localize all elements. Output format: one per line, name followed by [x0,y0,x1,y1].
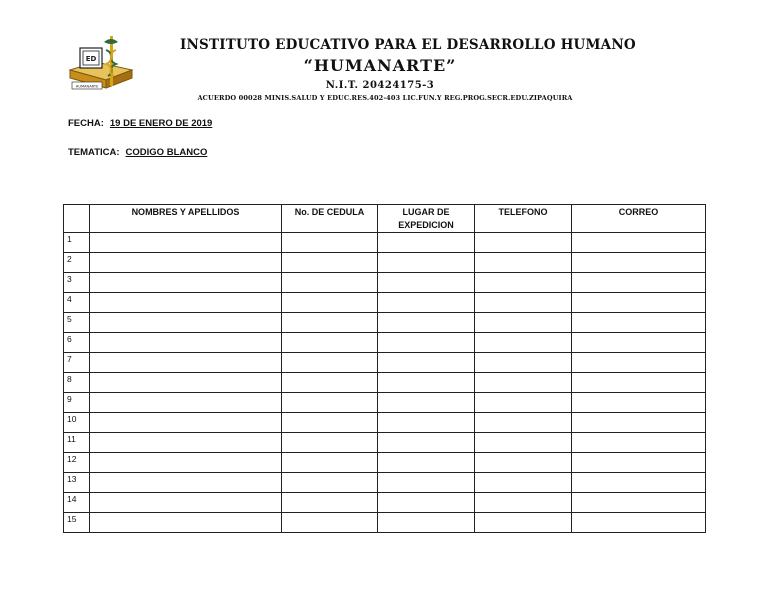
row-number: 6 [64,333,90,353]
id-number-cell[interactable] [282,253,378,273]
table-row [64,413,706,433]
email-cell[interactable] [572,513,706,533]
id-number-cell[interactable] [282,373,378,393]
table-row [64,233,706,253]
email-cell[interactable] [572,353,706,373]
row-number: 8 [64,373,90,393]
email-cell[interactable] [572,233,706,253]
place-cell[interactable] [378,353,475,373]
table-row [64,333,706,353]
phone-cell[interactable] [475,313,572,333]
row-number: 9 [64,393,90,413]
place-cell[interactable] [378,313,475,333]
row-number: 12 [64,453,90,473]
id-number-cell[interactable] [282,273,378,293]
row-number: 4 [64,293,90,313]
row-number: 14 [64,493,90,513]
logo-letters: ED [85,55,97,63]
table-row [64,513,706,533]
phone-cell[interactable] [475,453,572,473]
place-cell[interactable] [378,233,475,253]
email-cell[interactable] [572,393,706,413]
table-row [64,493,706,513]
row-number: 3 [64,273,90,293]
table-header-row [64,205,706,233]
names-cell[interactable] [90,453,282,473]
id-number-cell[interactable] [282,473,378,493]
phone-cell[interactable] [475,253,572,273]
id-number-cell[interactable] [282,393,378,413]
row-number: 2 [64,253,90,273]
place-cell[interactable] [378,413,475,433]
date-label: FECHA: [68,118,104,129]
email-cell[interactable] [572,373,706,393]
email-cell[interactable] [572,313,706,333]
column-header-email: CORREO [572,205,706,233]
date-value: 19 DE ENERO DE 2019 [109,118,213,129]
institution-name: “HUMANARTE” [303,56,457,75]
names-cell[interactable] [90,473,282,493]
id-number-cell[interactable] [282,433,378,453]
id-number-cell[interactable] [282,333,378,353]
column-header-place: LUGAR DE EXPEDICION [378,205,475,233]
id-number-cell[interactable] [282,453,378,473]
table-body [64,233,706,533]
id-number-cell[interactable] [282,313,378,333]
institution-title: INSTITUTO EDUCATIVO PARA EL DESARROLLO HUMANO [180,37,636,53]
place-cell[interactable] [378,433,475,453]
names-cell[interactable] [90,333,282,353]
id-number-cell[interactable] [282,293,378,313]
names-cell[interactable] [90,433,282,453]
place-cell[interactable] [378,333,475,353]
institution-nit: N.I.T. 20424175-3 [325,80,435,91]
names-cell[interactable] [90,413,282,433]
phone-cell[interactable] [475,513,572,533]
column-header-names: NOMBRES Y APELLIDOS [90,205,282,233]
table-row [64,373,706,393]
place-cell[interactable] [378,493,475,513]
phone-cell[interactable] [475,353,572,373]
table-row [64,253,706,273]
place-cell[interactable] [378,393,475,413]
column-header-number [64,205,90,233]
table-row [64,313,706,333]
table-row [64,473,706,493]
institution-resolution: ACUERDO 00028 MINIS.SALUD Y EDUC.RES.402-403 LIC.FUN.Y REG.PROG.SECR.EDU.ZIPAQUIRA [197,94,573,102]
phone-cell[interactable] [475,233,572,253]
names-cell[interactable] [90,353,282,373]
table-row [64,293,706,313]
phone-cell[interactable] [475,373,572,393]
email-cell[interactable] [572,453,706,473]
table-row [64,453,706,473]
phone-cell[interactable] [475,413,572,433]
place-cell[interactable] [378,473,475,493]
row-number: 15 [64,513,90,533]
names-cell[interactable] [90,313,282,333]
topic-value: CODIGO BLANCO [125,147,208,158]
column-header-id-number: No. DE CEDULA [282,205,378,233]
names-cell[interactable] [90,493,282,513]
row-number: 10 [64,413,90,433]
place-cell[interactable] [378,513,475,533]
row-number: 7 [64,353,90,373]
names-cell[interactable] [90,293,282,313]
row-number: 1 [64,233,90,253]
email-cell[interactable] [572,473,706,493]
row-number: 13 [64,473,90,493]
names-cell[interactable] [90,233,282,253]
attendance-table [63,204,706,533]
table-row [64,273,706,293]
email-cell[interactable] [572,493,706,513]
table-row [64,393,706,413]
phone-cell[interactable] [475,293,572,313]
email-cell[interactable] [572,333,706,353]
topic-field [68,147,207,158]
names-cell[interactable] [90,513,282,533]
email-cell[interactable] [572,293,706,313]
names-cell[interactable] [90,253,282,273]
id-number-cell[interactable] [282,493,378,513]
email-cell[interactable] [572,273,706,293]
phone-cell[interactable] [475,273,572,293]
table-row [64,353,706,373]
phone-cell[interactable] [475,333,572,353]
row-number: 11 [64,433,90,453]
caduceus-book-icon [66,32,136,96]
id-number-cell[interactable] [282,413,378,433]
phone-cell[interactable] [475,493,572,513]
names-cell[interactable] [90,273,282,293]
place-cell[interactable] [378,293,475,313]
phone-cell[interactable] [475,473,572,493]
email-cell[interactable] [572,253,706,273]
topic-label: TEMATICA: [68,147,120,158]
id-number-cell[interactable] [282,513,378,533]
place-cell[interactable] [378,373,475,393]
email-cell[interactable] [572,433,706,453]
id-number-cell[interactable] [282,353,378,373]
place-cell[interactable] [378,253,475,273]
id-number-cell[interactable] [282,233,378,253]
date-field [68,118,212,129]
place-cell[interactable] [378,273,475,293]
logo-caption: HUMANARTE [75,84,99,89]
phone-cell[interactable] [475,433,572,453]
table-row [64,433,706,453]
row-number: 5 [64,313,90,333]
institution-logo [66,32,136,96]
email-cell[interactable] [572,413,706,433]
column-header-phone: TELEFONO [475,205,572,233]
place-cell[interactable] [378,453,475,473]
names-cell[interactable] [90,373,282,393]
names-cell[interactable] [90,393,282,413]
phone-cell[interactable] [475,393,572,413]
